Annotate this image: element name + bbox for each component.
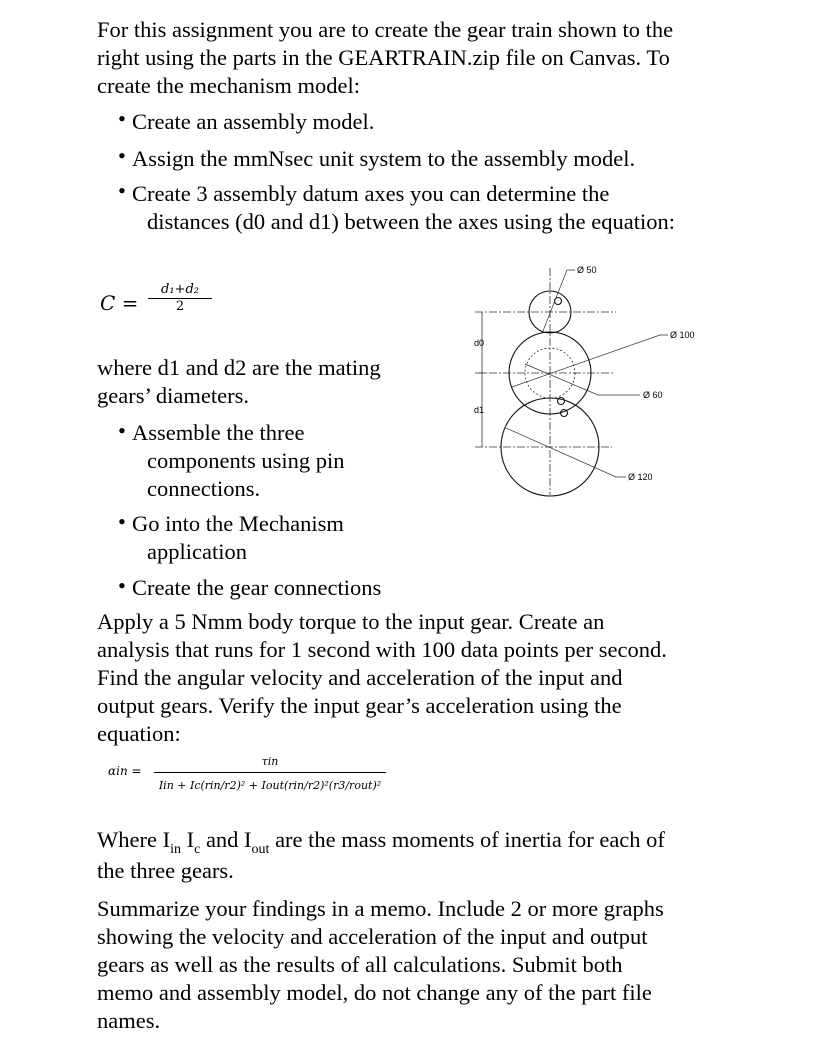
dia50-label: Ø 50 — [577, 265, 597, 275]
leader-dia50 — [543, 270, 575, 331]
bullet-dot: • — [118, 106, 126, 131]
bullet-item-cont: application — [147, 539, 247, 564]
bullet-item: Create 3 assembly datum axes you can determine the — [132, 181, 610, 206]
where-line: gears’ diameters. — [97, 383, 250, 408]
where2-line: the three gears. — [97, 858, 234, 883]
bullet-item: Go into the Mechanism — [132, 511, 344, 536]
para-line: Find the angular velocity and acceleration of the input and — [97, 665, 623, 690]
pin-hole — [558, 398, 565, 405]
intro-line: right using the parts in the GEARTRAIN.zip file on Canvas. To — [97, 45, 670, 70]
subscript-in: in — [170, 842, 181, 857]
para-line: showing the velocity and acceleration of the input and output — [97, 924, 648, 949]
bullet-item: Create the gear connections — [132, 575, 382, 600]
where2-text: I — [180, 827, 195, 852]
eq-denominator: 2 — [175, 299, 185, 314]
leader-dia60 — [525, 364, 640, 395]
subscript-out: out — [251, 842, 270, 857]
eq-numerator: d₁+d₂ — [148, 282, 212, 299]
leader-dia120 — [506, 428, 626, 477]
bullet-item: Assemble the three — [132, 420, 305, 445]
intro-line: create the mechanism model: — [97, 73, 361, 98]
bullet-item: Create an assembly model. — [132, 109, 375, 134]
bullet-item: Assign the mmNsec unit system to the assembly model. — [132, 146, 636, 171]
bullet-dot: • — [118, 573, 126, 598]
para-line: memo and assembly model, do not change any of the part file — [97, 980, 652, 1005]
where-line: where d1 and d2 are the mating — [97, 355, 381, 380]
subscript-c: c — [194, 842, 201, 857]
where2-text: Where I — [97, 827, 171, 852]
dia60-label: Ø 60 — [643, 390, 663, 400]
para-line: Apply a 5 Nmm body torque to the input gear. Create an — [97, 609, 605, 634]
dia120-label: Ø 120 — [628, 472, 653, 482]
bullet-dot: • — [118, 509, 126, 534]
para-line: names. — [97, 1008, 161, 1033]
center-lines — [475, 268, 616, 495]
bullet-item-cont: distances (d0 and d1) between the axes using the equation: — [147, 209, 675, 234]
eq-lhs: C = — [100, 291, 139, 315]
pin-hole — [561, 410, 568, 417]
bullet-dot: • — [118, 143, 126, 168]
d0-label: d0 — [474, 338, 485, 348]
dia100-label: Ø 100 — [670, 330, 695, 340]
bullet-item-cont: connections. — [147, 476, 261, 501]
eq-lhs: αin = — [108, 764, 142, 778]
d1-label: d1 — [474, 405, 485, 415]
leader-lines — [506, 270, 668, 477]
bullet-dot: • — [118, 178, 126, 203]
eq-numerator: τin — [154, 755, 386, 773]
where2-text: are the mass moments of inertia for each of — [269, 827, 665, 852]
para-line: Summarize your findings in a memo. Include 2 or more graphs — [97, 896, 664, 921]
para-line: gears as well as the results of all calculations. Submit both — [97, 952, 623, 977]
where2-text: and I — [200, 827, 252, 852]
para-line: analysis that runs for 1 second with 100 data points per second. — [97, 637, 667, 662]
eq-denominator: Iin + Ic(rin/r2)² + Iout(rin/r2)²(r3/rout)² — [158, 779, 382, 792]
bullet-item-cont: components using pin — [147, 448, 345, 473]
para-line: equation: — [97, 721, 181, 746]
intro-line: For this assignment you are to create the gear train shown to the — [97, 17, 674, 42]
bullet-dot: • — [118, 418, 126, 443]
para-line: output gears. Verify the input gear’s acceleration using the — [97, 693, 622, 718]
